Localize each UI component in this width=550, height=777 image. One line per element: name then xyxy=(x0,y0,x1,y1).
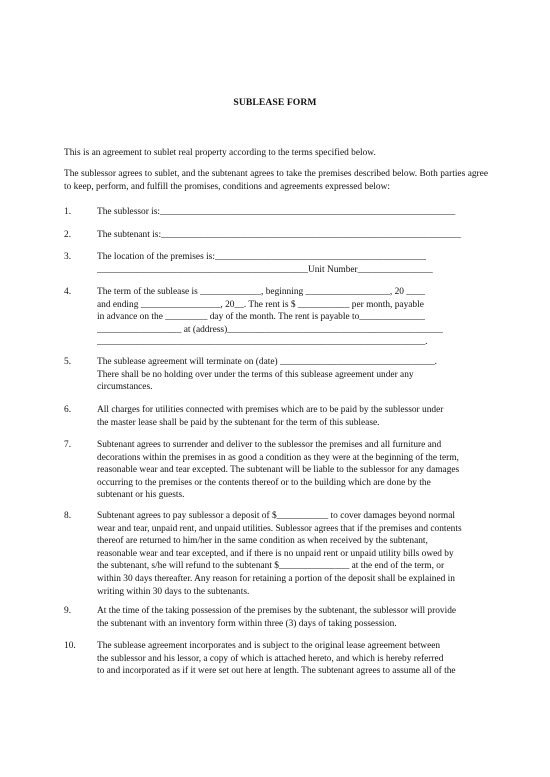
clause-line: There shall be no holding over under the terms of this sublease agreement under any xyxy=(97,369,414,380)
clause-original-lease xyxy=(97,640,488,678)
intro-paragraph-2: The sublessor agrees to sublet, and the subtenant agrees to take the premises described below. Both parties agree to keep, perform, and fulfill the promises, conditions and agreements expressed below: xyxy=(64,169,488,192)
clause-line: the subtenant, s/he will refund to the subtenant $_______________ at the end of the term, or xyxy=(97,561,445,572)
clause-line: occurring to the premises or the contents thereof or to the building which are done by the xyxy=(97,477,431,488)
item-number: 1. xyxy=(64,207,72,217)
clause-line: The location of the premises is:_____________________________________________ xyxy=(97,252,426,262)
clause-line: and ending _________________, 20__. The rent is $ ___________ per month, payable xyxy=(97,299,424,310)
clause-subtenant xyxy=(97,229,488,242)
clause-line: ______________________________________________________________________. xyxy=(97,337,428,348)
item-number: 3. xyxy=(64,252,72,262)
clause-term xyxy=(97,286,488,349)
item-number: 5. xyxy=(64,357,72,367)
clause-line: Subtenant agrees to surrender and deliver to the sublessor the premises and all furniture and xyxy=(97,440,442,450)
clause-line: __________________ at (address)______________________________________________ xyxy=(97,324,443,335)
item-number: 7. xyxy=(64,440,72,450)
clause-utilities xyxy=(97,404,488,429)
clause-line: wear and tear, unpaid rent, and unpaid utilities. Sublessor agrees that if the premises and contents xyxy=(97,523,462,534)
clause-line: within 30 days thereafter. Any reason for retaining a portion of the deposit shall be explained in xyxy=(97,573,455,584)
clause-line: All charges for utilities connected with premises which are to be paid by the sublessor under xyxy=(97,405,444,415)
intro-paragraph-1: This is an agreement to sublet real property according to the terms specified below. xyxy=(64,148,376,158)
clause-deposit xyxy=(97,510,488,598)
clause-line: The sublease agreement incorporates and is subject to the original lease agreement between xyxy=(97,641,441,651)
clause-line: The sublessor is:_______________________________________________________________ xyxy=(97,207,456,217)
item-number: 4. xyxy=(64,287,72,297)
clause-termination xyxy=(97,356,488,394)
item-number: 10. xyxy=(64,641,76,651)
clause-line: The term of the sublease is _____________, beginning __________________, 20 ____ xyxy=(97,287,426,297)
clause-line: thereof are returned to him/her in the same condition as when received by the subtenant, xyxy=(97,536,428,547)
clause-line: in advance on the _________ day of the month. The rent is payable to______________ xyxy=(97,312,425,323)
clause-line: The sublease agreement will terminate on (date) _________________________________. xyxy=(97,357,438,367)
item-number: 6. xyxy=(64,405,72,415)
clause-line: writing within 30 days to the subtenants. xyxy=(97,586,250,597)
clause-line: the subtenant with an inventory form within three (3) days of taking possession. xyxy=(97,618,397,629)
item-number: 9. xyxy=(64,606,72,616)
item-number: 8. xyxy=(64,511,72,521)
clause-line: At the time of the taking possession of the premises by the subtenant, the sublessor will provide xyxy=(97,606,457,616)
clause-line: The subtenant is:________________________________________________________________ xyxy=(97,230,462,240)
clause-line: _____________________________________________Unit Number________________ xyxy=(97,264,433,275)
clause-line: to and incorporated as if it were set out here at length. The subtenant agrees to assume all of the xyxy=(97,666,456,677)
item-number: 2. xyxy=(64,230,72,240)
clause-line: the sublessor and his lessor, a copy of which is attached hereto, and which is hereby referred xyxy=(97,653,444,664)
clause-line: Subtenant agrees to pay sublessor a deposit of $___________ to cover damages beyond normal xyxy=(97,511,455,521)
clause-line: decorations within the premises in as good a condition as they were at the beginning of the term, xyxy=(97,452,459,463)
clause-sublessor xyxy=(97,206,488,219)
clause-inventory xyxy=(97,605,488,630)
clause-line: reasonable wear and tear excepted. The subtenant will be liable to the sublessor for any damages xyxy=(97,465,460,476)
clause-line: the master lease shall be paid by the subtenant for the term of this sublease. xyxy=(97,417,380,428)
clause-line: subtenant or his guests. xyxy=(97,490,185,501)
clause-location xyxy=(97,251,488,276)
clause-line: reasonable wear and tear excepted, and if there is no unpaid rent or unpaid utility bills owed by xyxy=(97,548,454,559)
page-title: SUBLEASE FORM xyxy=(233,97,317,108)
clause-line: circumstances. xyxy=(97,382,153,393)
clause-surrender xyxy=(97,439,488,502)
